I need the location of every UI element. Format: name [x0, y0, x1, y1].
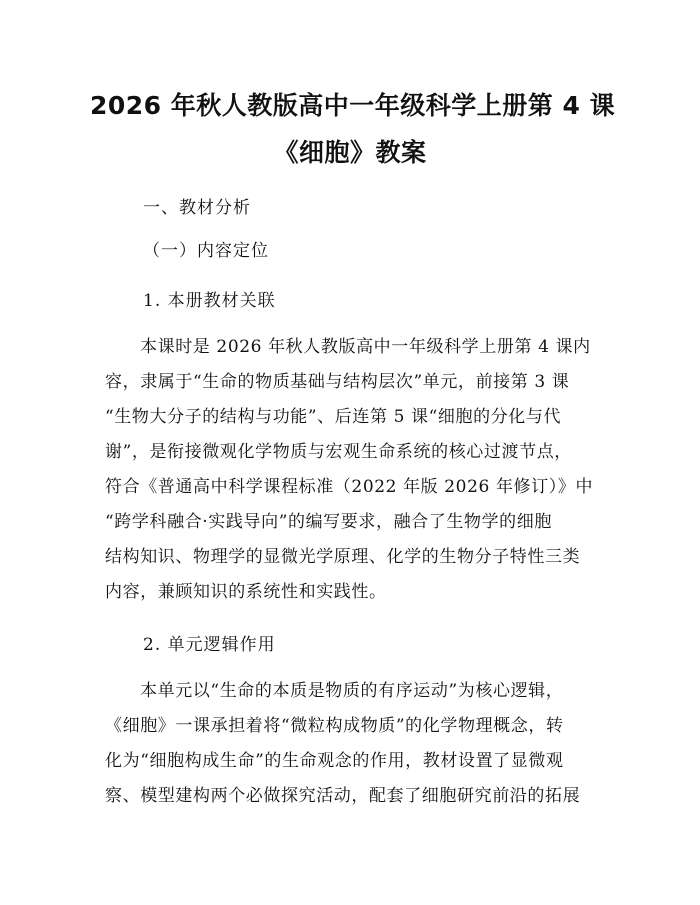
- paragraph-line: 《细胞》一课承担着将“微粒构成物质”的化学物理概念，转: [105, 716, 564, 736]
- paragraph-line: 化为“细胞构成生命”的生命观念的作用，教材设置了显微观: [105, 751, 564, 771]
- item-heading-textbook-connection: 1. 本册教材关联: [143, 291, 276, 311]
- paragraph-line: 谢”，是衔接微观化学物质与宏观生命系统的核心过渡节点，: [105, 442, 572, 462]
- document-title-line-2: 《细胞》教案: [273, 138, 427, 167]
- paragraph-line: “跨学科融合·实践导向”的编写要求，融合了生物学的细胞: [105, 512, 552, 532]
- paragraph-line: 本课时是 2026 年秋人教版高中一年级科学上册第 4 课内: [140, 337, 591, 357]
- paragraph-line: 内容，兼顾知识的系统性和实践性。: [105, 582, 387, 602]
- paragraph-line: 察、模型建构两个必做探究活动，配套了细胞研究前沿的拓展: [105, 786, 581, 806]
- section-heading-textbook-analysis: 一、教材分析: [143, 198, 251, 218]
- item-heading-unit-logic: 2. 单元逻辑作用: [143, 635, 276, 655]
- paragraph-line: 符合《普通高中科学课程标准（2022 年版 2026 年修订）》中: [105, 477, 594, 497]
- paragraph-line: 结构知识、物理学的显微光学原理、化学的生物分子特性三类: [105, 547, 581, 567]
- paragraph-line: 本单元以“生命的本质是物质的有序运动”为核心逻辑，: [140, 681, 564, 701]
- paragraph-line: “生物大分子的结构与功能”、后连第 5 课“细胞的分化与代: [105, 407, 562, 427]
- paragraph-line: 容，隶属于“生命的物质基础与结构层次”单元，前接第 3 课: [105, 372, 570, 392]
- subsection-heading-content-positioning: （一）内容定位: [143, 241, 269, 261]
- document-title-line-1: 2026 年秋人教版高中一年级科学上册第 4 课: [90, 91, 616, 120]
